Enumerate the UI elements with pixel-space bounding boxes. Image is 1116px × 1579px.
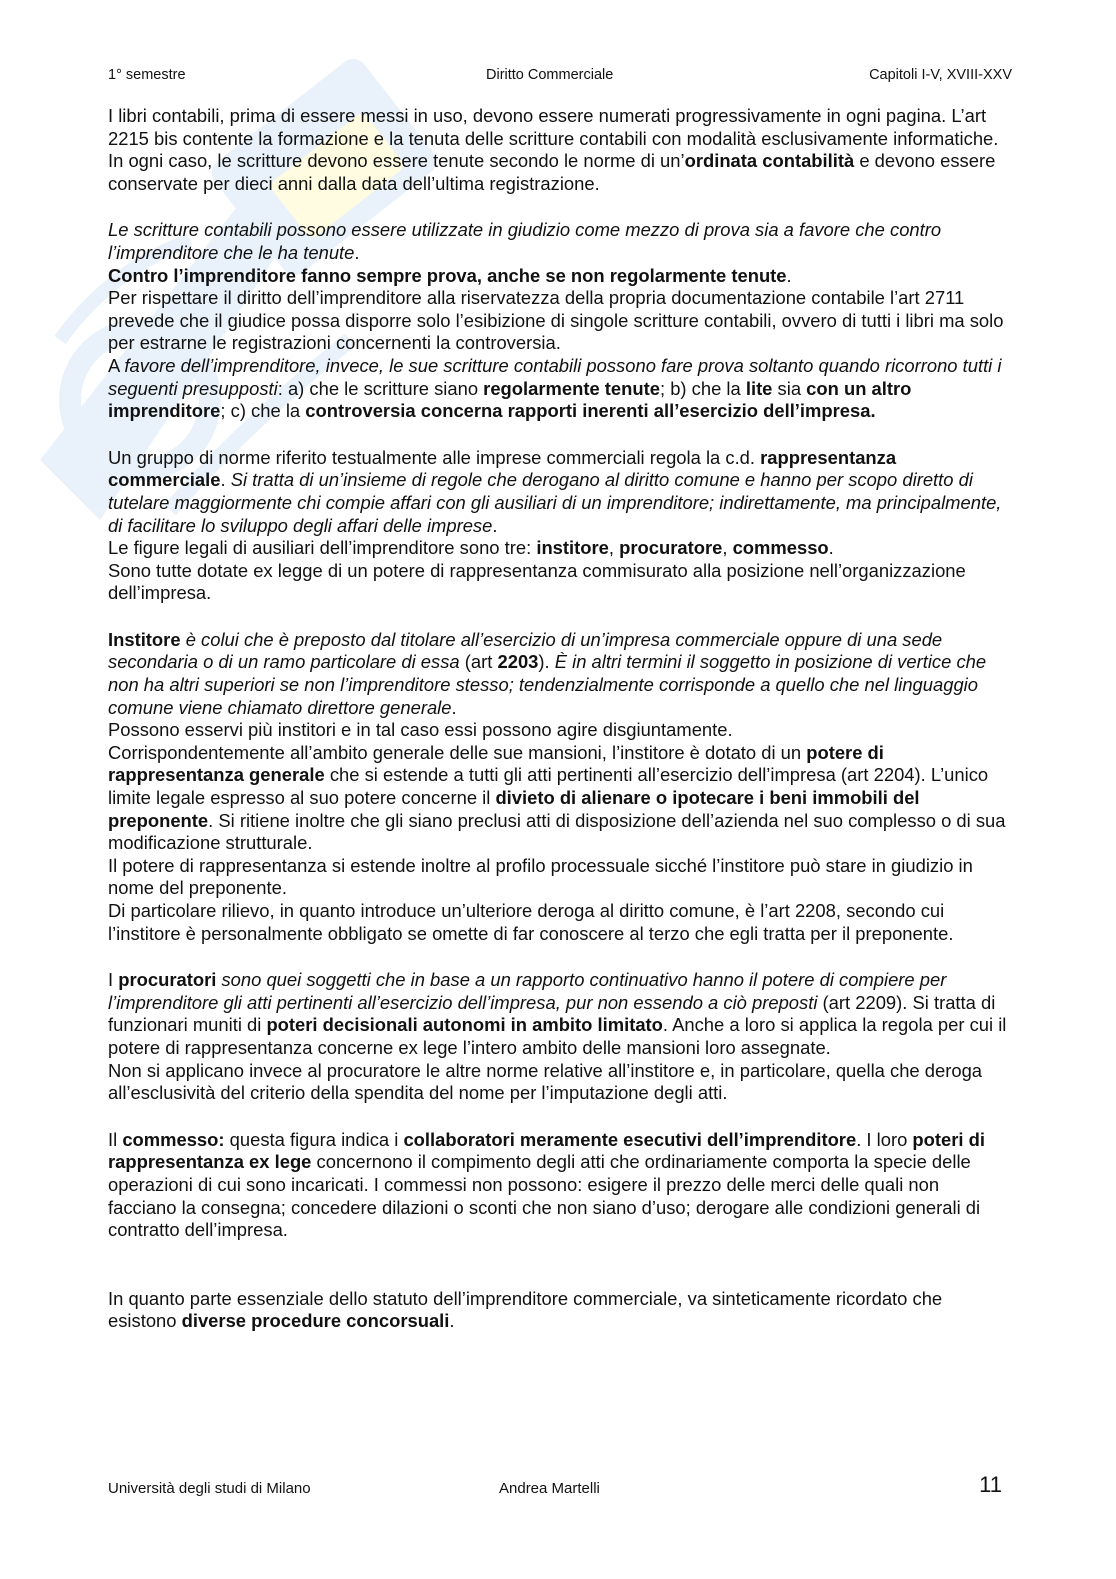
paragraph-ordinata-contabilita [108,150,1012,195]
bold-term: rappresentanza commerciale [108,446,897,491]
text-run: e devono essere conservate per dieci anni dalla data dell’ultima registrazione. [108,150,996,194]
bold-term: procuratore [619,537,723,559]
text-run: ; b) che la [659,377,746,399]
italic-run: sono quei soggetti che in base a un rapporto continuativo hanno il potere di compiere per l’imprenditore gli atti pertinenti all’esercizio dell’impresa, pur non essendo a ciò preposti [108,969,947,1013]
bold-term: controversia concerna rapporti inerenti all’esercizio dell’impresa. [305,400,876,422]
paragraph-libri-contabili [108,105,1012,150]
paragraph-rappresentanza-commerciale [108,447,1012,537]
text-run: Il [108,1128,123,1150]
text-run: (art [459,651,498,673]
text-run: . [449,1310,455,1332]
italic-run: Le scritture contabili possono essere utilizzate in giudizio come mezzo di prova sia a favore che contro l’imprenditore che le ha tenute [108,219,942,263]
text-run: . [354,241,360,263]
bold-term: ordinata contabilità [684,150,855,172]
text-run: In ogni caso, le scritture devono essere tenute secondo le norme di un’ [108,150,685,172]
bold-term: 2203 [497,651,539,673]
text-run: ; c) che la [220,400,306,422]
bold-term: regolarmente tenute [483,377,660,399]
text-run: Possono esservi più institori e in tal caso essi possono agire disgiuntamente. [108,719,733,741]
paragraph-commesso [108,1129,1012,1242]
footer-author: Andrea Martelli [499,1480,600,1497]
bold-term: Institore [108,628,181,650]
paragraph-riservatezza [108,287,1012,355]
paragraph-potere-rappresentanza [108,560,1012,605]
paragraph-potere-generale [108,742,1012,855]
italic-run: favore dell’imprenditore, invece, le sue scritture contabili possono fare prova soltanto quando ricorrono tutti i seguenti presupposti [108,354,1002,399]
text-run: . I loro [856,1128,913,1150]
header-course-title: Diritto Commerciale [486,67,614,83]
text-run: . [451,696,457,718]
paragraph-scritture-giudizio [108,219,1012,264]
paragraph-art-2208 [108,900,1012,945]
text-run: Di particolare rilievo, in quanto introduce un’ulteriore deroga al diritto comune, è l’art 2208, secondo cui l’institore è personalmente obbligato se omette di far conoscere al terzo che egli tratta per il preponente. [108,900,954,944]
header-semester: 1° semestre [108,67,186,83]
bold-term: procuratori [118,969,217,991]
text-run: concernono il compimento degli atti che ordinariamente comporta la specie delle operazioni di cui sono incaricati. I commessi non possono: esigere il prezzo delle merci delle quali non facciano la consegna; concedere dilazioni o sconti che non siano d’uso; derogare alle condizioni generali di contratto dell’impresa. [108,1151,981,1241]
italic-run: È in altri termini il soggetto in posizione di vertice che non ha altri superiori se non l’imprenditore stesso; tendenzialmente corrisponde a quello che nel linguaggio comune viene chiamato direttore generale [108,651,987,718]
bold-term: Contro l’imprenditore fanno sempre prova, anche se non regolarmente tenute [108,264,787,286]
page-header [108,67,1012,89]
bold-term: collaboratori meramente esecutivi dell’imprenditore [403,1128,857,1150]
paragraph-piu-institori [108,719,1012,742]
bold-term: con un altro imprenditore [108,377,912,422]
spacer [108,1242,1012,1288]
text-run: questa figura indica i [224,1128,404,1150]
spacer [108,945,1012,969]
text-run: : a) che le scritture siano [277,377,484,399]
text-run: A [108,354,125,376]
bold-term: potere di rappresentanza generale [108,741,884,786]
bold-term: diverse procedure concorsuali [181,1310,450,1332]
bold-term: commesso: [122,1128,225,1150]
bold-term: commesso [732,537,829,559]
header-chapters: Capitoli I-V, XVIII-XXV [869,67,1012,83]
paragraph-procedure-concorsuali [108,1288,1012,1333]
text-run: . [220,469,231,491]
bold-term: lite [745,377,773,399]
text-run: . Si ritiene inoltre che gli siano preclusi atti di disposizione dell’azienda nel suo complesso o di sua modificazione strutturale. [108,809,1006,854]
paragraph-contro-imprenditore [108,265,1012,288]
text-run: I libri contabili, prima di essere messi in uso, devono essere numerati progressivamente in ogni pagina. L’art 2215 bis contente la formazione e la tenuta delle scritture contabili con modalità esclusivamente informatiche. [108,105,999,149]
italic-run: è colui che è preposto dal titolare all’esercizio di un’impresa commerciale oppure di una sede secondaria o di un ramo particolare di essa [108,628,943,673]
spacer [108,605,1012,629]
text-run: . [828,537,834,559]
paragraph-procuratori [108,969,1012,1059]
bold-term: poteri di rappresentanza ex lege [108,1128,985,1173]
paragraph-favore-imprenditore [108,355,1012,423]
text-run: I [108,969,119,991]
text-run: Sono tutte dotate ex legge di un potere di rappresentanza commisurato alla posizione nell’organizzazione dell’impresa. [108,559,966,604]
text-run: Il potere di rappresentanza si estende inoltre al profilo processuale sicché l’institore può stare in giudizio in nome del preponente. [108,854,973,899]
text-run: ). [538,651,555,673]
text-run: , [722,537,733,559]
bold-term: institore [536,537,609,559]
bold-term: divieto di alienare o ipotecare i beni immobili del preponente [108,787,920,831]
page-footer [108,1472,1012,1504]
bold-term: poteri decisionali autonomi in ambito limitato [266,1014,663,1036]
document-body [108,105,1012,1333]
text-run: , [608,537,620,559]
text-run: Corrispondentemente all’ambito generale delle sue mansioni, l’institore è dotato di un [108,741,807,763]
paragraph-spendita-nome [108,1060,1012,1105]
spacer [108,195,1012,219]
text-run: . [492,514,498,536]
footer-university: Università degli studi di Milano [108,1480,311,1497]
text-run: (art 2209). Si tratta di funzionari muniti di [108,991,996,1036]
spacer [108,1105,1012,1129]
text-run: Non si applicano invece al procuratore le altre norme relative all’institore e, in particolare, quella che deroga all’esclusività del criterio della spendita del nome per l’imputazione degli atti. [108,1059,983,1104]
text-run: Per rispettare il diritto dell’imprenditore alla riservatezza della propria documentazione contabile l’art 2711 prevede che il giudice possa disporre solo l’esibizione di singole scritture contabili, ovvero di tutti i libri ma solo per estrarne le registrazioni concernenti la controversia. [108,287,1004,354]
page-number: 11 [979,1472,1002,1497]
text-run: . Anche a loro si applica la regola per cui il potere di rappresentanza concerne ex lege l’intero ambito delle mansioni loro assegnate. [108,1014,1007,1058]
text-run: In quanto parte essenziale dello statuto dell’imprenditore commerciale, va sinteticamente ricordato che esistono [108,1287,943,1332]
spacer [108,423,1012,447]
paragraph-institore [108,629,1012,719]
paragraph-profilo-processuale [108,855,1012,900]
text-run: Le figure legali di ausiliari dell’imprenditore sono tre: [108,537,537,559]
text-run: sia [772,377,807,399]
italic-run: Si tratta di un’insieme di regole che derogano al diritto comune e hanno per scopo diretto di tutelare maggiormente chi compie affari con gli ausiliari di un imprenditore; indirettamente, ma principalmente, di facilitare lo sviluppo degli affari delle imprese [108,469,1002,536]
text-run: . [786,264,792,286]
paragraph-figure-ausiliari [108,537,1012,560]
text-run: che si estende a tutti gli atti pertinenti all’esercizio dell’impresa (art 2204). L’unico limite legale espresso al suo potere concerne il [108,764,989,809]
text-run: Un gruppo di norme riferito testualmente alle imprese commerciali regola la c.d. [108,446,761,468]
